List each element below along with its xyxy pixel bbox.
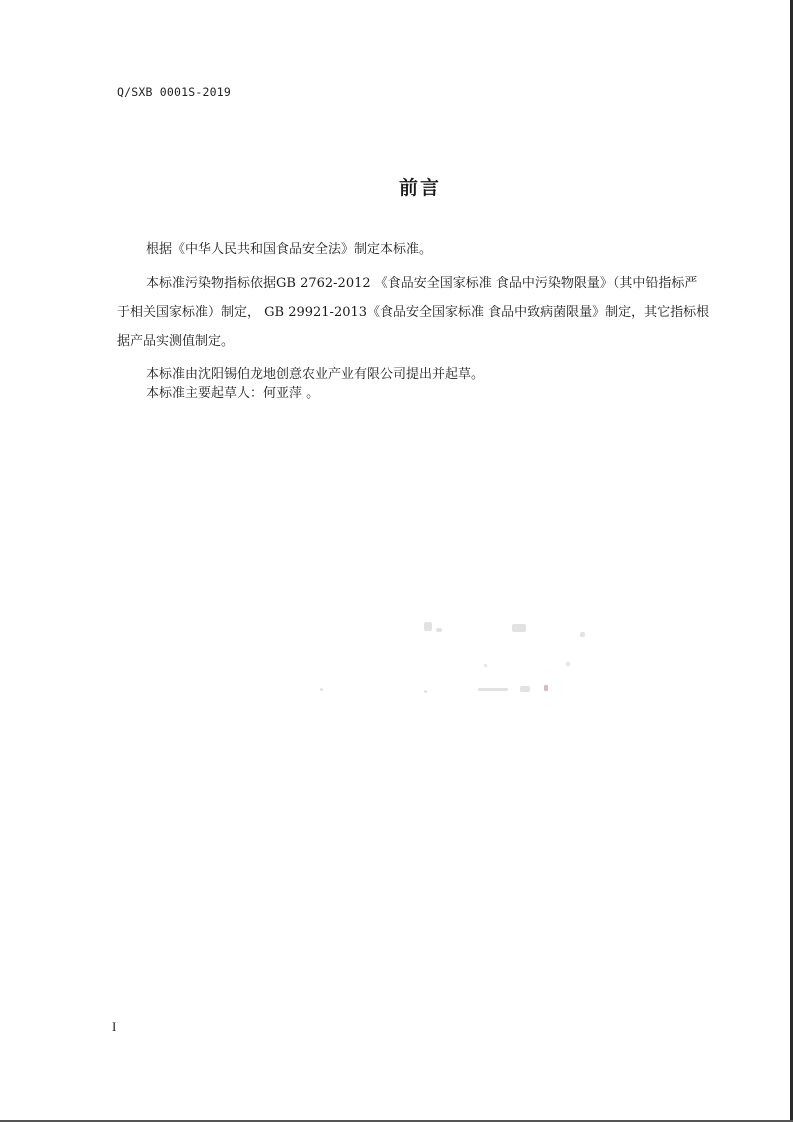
document-code: Q/SXB 0001S-2019 <box>117 85 231 99</box>
paragraph-indicators-line-1: 本标准污染物指标依据GB 2762-2012 《食品安全国家标准 食品中污染物限量》（其中铅指标严 <box>146 276 698 291</box>
paragraph-indicators-line-3: 据产品实测值制定。 <box>117 334 235 349</box>
page-number: I <box>112 1019 117 1034</box>
paragraph-drafter: 本标准主要起草人：何亚萍 。 <box>146 386 320 401</box>
paragraph-legal-basis: 根据《中华人民共和国食品安全法》制定本标准。 <box>146 242 433 257</box>
page-title: 前言 <box>398 177 441 199</box>
paragraph-indicators-line-2: 于相关国家标准）制定， GB 29921-2013《食品安全国家标准 食品中致病菌限量》制定，其它指标根 <box>117 305 710 320</box>
paragraph-drafting-company: 本标准由沈阳锡伯龙地创意农业产业有限公司提出并起草。 <box>146 367 485 382</box>
